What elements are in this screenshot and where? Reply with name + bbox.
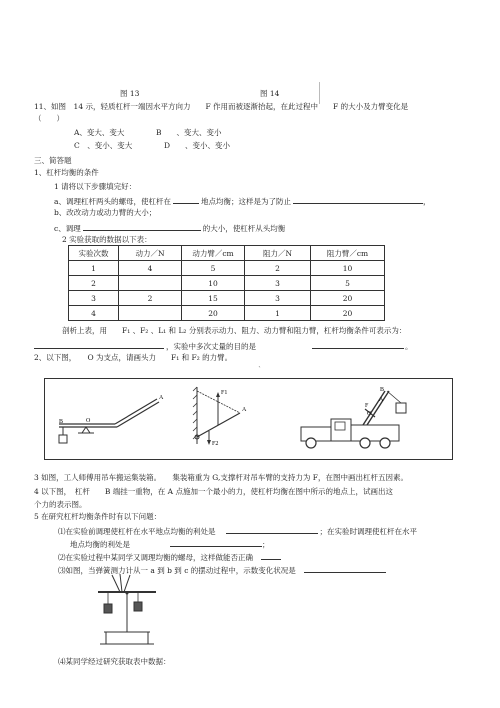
label-a: A [159,395,164,401]
q1-analysis-line2: ，实验中多次丈量的目的是 。 [34,340,413,351]
small-mark: ` [258,365,262,374]
answer-blank[interactable] [312,340,404,349]
q1-analysis-line1: 剖析上表，用 F₁ 、F₂ 、L₁ 和 L₂ 分别表示动力、阻力、动力臂和阻力臂，杠杆均衡条件可表示为： [62,326,407,335]
q5-step-3-text: ⑶如图，当弹簧测力计从一 a 到 b 到 c 的摆动过程中，示数变化状况是 [58,566,296,575]
answer-blank[interactable] [304,564,386,573]
table-row [69,276,385,291]
q1-step-c [54,222,285,233]
label-b: B [380,387,385,393]
table-row [69,306,385,321]
label-f2: F2 [212,441,219,447]
table-cell: 3 [245,276,311,291]
label-b: B [59,419,64,425]
q1-intro2: 2 实验获取的数据以下表： [62,235,152,244]
q11-option-a: A、变大、变大 [74,128,125,137]
q4-text: 4 以下图， 杠杆 B 端挂一重物，在 A 点施加一个最小的力，使杠杆均衡在图中所示的地点上，试画出这 [34,487,393,496]
answer-blank[interactable] [173,195,199,204]
table-header-cell: 动力臂／cm [182,246,245,261]
bracket-figure [193,387,247,447]
q11-text: 11、如图 14 示，轻质杠杆一端因水平方向力 F 作用而被逐渐抬起，在此过程中 F 的大小及力臂变化是 [34,102,409,111]
table-header-row [69,246,385,261]
table-cell[interactable] [119,276,182,291]
table-header-cell: 实验次数 [69,246,119,261]
q1-intro: 1 请将以下步骤填完好： [54,182,137,191]
label-o: O [367,411,372,417]
q5-step-4: ⑷某同学经过研究获取表中数据： [58,657,171,666]
q5-step-1-cont: 地点均衡的利处是 ； [70,540,270,549]
answer-blank[interactable] [261,551,281,560]
answer-blank[interactable] [34,340,164,349]
table-cell: 20 [311,306,385,321]
table-cell: 10 [311,261,385,276]
q11-option-b: B 、变大、变小 [156,128,222,137]
table-cell: 1 [245,306,311,321]
table-cell: 20 [182,306,245,321]
table-row [69,261,385,276]
q3-text: 3 如图，工人师傅用吊车搬运集装箱。 集装箱重为 G,支撑杆对吊车臂的支持力为 F，在图中画出杠杆五因素。 [34,473,408,482]
q5-step-1-a: ⑴在实验前调理使杠杆在水平地点均衡的利处是 [58,527,216,536]
section-title: 三、简答题 [34,156,72,165]
q4-text-cont: 个力的表示图。 [34,500,87,509]
answer-blank[interactable] [293,195,423,204]
label-f1: F1 [221,390,228,396]
table-cell: 1 [69,261,119,276]
q5-step-1-c: 地点均衡的利处是 [70,540,130,549]
q11-option-c: C 、变小、变大 [74,141,133,150]
q5-step-1 [58,525,417,536]
q1-step-c-post: 的大小，使杠杆从头均衡 [202,224,286,233]
q1-step-b: b、改改动力或动力臂的大小； [54,208,157,217]
label-o: O [86,418,91,424]
crane-figure [301,387,406,448]
q1-step-a-pre: a、调理杠杆两头的螺母，使杠杆在 [54,197,171,206]
q1-step-a: a、调理杠杆两头的螺母，使杠杆在 地点均衡；这样是为了防止 ， [54,197,431,206]
q1-title: 1、杠杆均衡的条件 [34,168,99,177]
q1-analysis-line2-text: ，实验中多次丈量的目的是 [166,342,256,351]
figure-14-label: 图 14 [260,89,280,98]
table-cell: 5 [311,276,385,291]
q5-step-1-b: ；在实验时调理使杠杆在水平 [319,527,417,536]
table-cell[interactable] [119,306,182,321]
spring-scale-figure [86,572,166,648]
table-cell: 2 [245,261,311,276]
answer-blank[interactable] [226,525,318,534]
table-cell: 15 [182,291,245,306]
table-cell: 5 [182,261,245,276]
table-cell: 3 [69,291,119,306]
data-table [68,245,385,321]
table-header-cell: 阻力／N [245,246,311,261]
answer-blank[interactable] [170,538,262,547]
q1-step-c-pre: c、调理 [54,224,81,233]
figure-13-label: 图 13 [120,89,140,98]
label-f: F [365,403,369,409]
figures-svg [45,379,452,459]
table-cell: 4 [119,261,182,276]
q5-step-2 [58,551,281,562]
table-cell: 4 [69,306,119,321]
table-cell: 3 [245,291,311,306]
table-cell: 2 [119,291,182,306]
label-a: A [242,407,247,413]
figure-box [44,378,453,460]
q11-option-d: D 、变小、变小 [164,141,231,150]
q5-step-2-text: ⑵在实验过程中某同学又调理均衡的螺母，这样做能否正确 [58,553,253,562]
table-cell: 10 [182,276,245,291]
table-header-cell: 阻力臂／cm [311,246,385,261]
answer-blank[interactable] [83,222,201,231]
figure-divider [319,82,320,104]
table-row [69,291,385,306]
q5-title: 5 在研究杠杆均衡条件时有以下问题： [34,512,162,521]
table-cell: 20 [311,291,385,306]
table-cell: 2 [69,276,119,291]
lever-figure [59,395,164,443]
table-header-cell: 动力／N [119,246,182,261]
q1-step-a-mid: 地点均衡；这样是为了防止 [200,197,291,206]
q2-text: 2、以下图， O 为支点，请画头力 F₁ 和 F₂ 的力臂。 [34,353,233,362]
q11-paren: （ ） [34,114,64,123]
label-a: A [379,397,384,403]
